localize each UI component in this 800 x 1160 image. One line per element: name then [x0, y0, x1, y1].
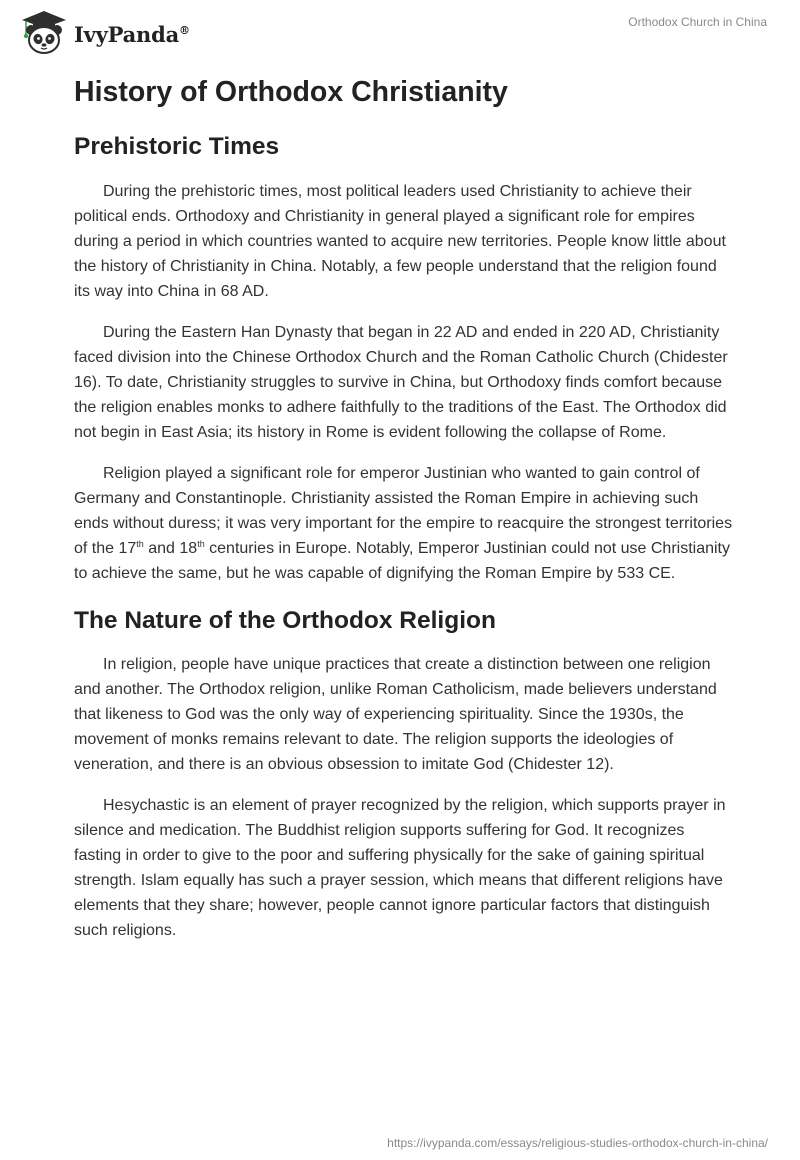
brand-name: IvyPanda® — [74, 21, 190, 47]
section-heading-nature-of-orthodox-religion: The Nature of the Orthodox Religion — [74, 606, 496, 634]
source-url[interactable]: https://ivypanda.com/essays/religious-studies-orthodox-church-in-china/ — [387, 1136, 768, 1150]
article — [74, 70, 734, 943]
ivypanda-logo[interactable] — [14, 8, 190, 56]
paragraph: During the prehistoric times, most political leaders used Christianity to achieve their political ends. Orthodoxy and Christianity in general played a significant role for empires during a period in which countries wanted to acquire new territories. People know little about the history of Christianity in China. Notably, a few people understand that the religion found its way into China in 68 AD. — [74, 182, 726, 300]
paragraph: Hesychastic is an element of prayer recognized by the religion, which supports prayer in silence and medication. The Buddhist religion supports suffering for God. It recognizes fasting in order to give to the poor and suffering physically for the sake of gaining spiritual strength. Islam equally has such a prayer session, which means that different religions have elements that they share; however, people cannot ignore particular factors that distinguish such religions. — [74, 796, 726, 939]
panda-graduation-icon — [14, 8, 72, 56]
page-header — [0, 0, 800, 60]
paragraph: During the Eastern Han Dynasty that began in 22 AD and ended in 220 AD, Christianity faced division into the Chinese Orthodox Church and the Roman Catholic Church (Chidester 16). To date, Christianity struggles to survive in China, but Orthodoxy finds comfort because the religion enables monks to adhere faithfully to the traditions of the East. The Orthodox did not begin in East Asia; its history in Rome is evident following the collapse of Rome. — [74, 323, 728, 441]
paragraph: In religion, people have unique practices that create a distinction between one religion and another. The Orthodox religion, unlike Roman Catholicism, made believers understand that likeness to God was the only way of experiencing spirituality. Since the 1930s, the movement of monks remains relevant to date. The religion supports the ideologies of veneration, and there is an obvious obsession to imitate God (Chidester 12). — [74, 655, 717, 773]
paragraph: Religion played a significant role for emperor Justinian who wanted to gain control of Germany and Constantinople. Christianity assisted the Roman Empire in achieving such ends without duress; it was very important for the empire to reacquire the strongest territories of the 17th and 18th centuries in Europe. Notably, Emperor Justinian could not use Christianity to achieve the same, but he was capable of dignifying the Roman Empire by 533 CE. — [74, 464, 733, 582]
section-heading-prehistoric-times: Prehistoric Times — [74, 133, 280, 161]
article-title: History of Orthodox Christianity — [74, 76, 508, 108]
document-title: Orthodox Church in China — [628, 15, 767, 29]
